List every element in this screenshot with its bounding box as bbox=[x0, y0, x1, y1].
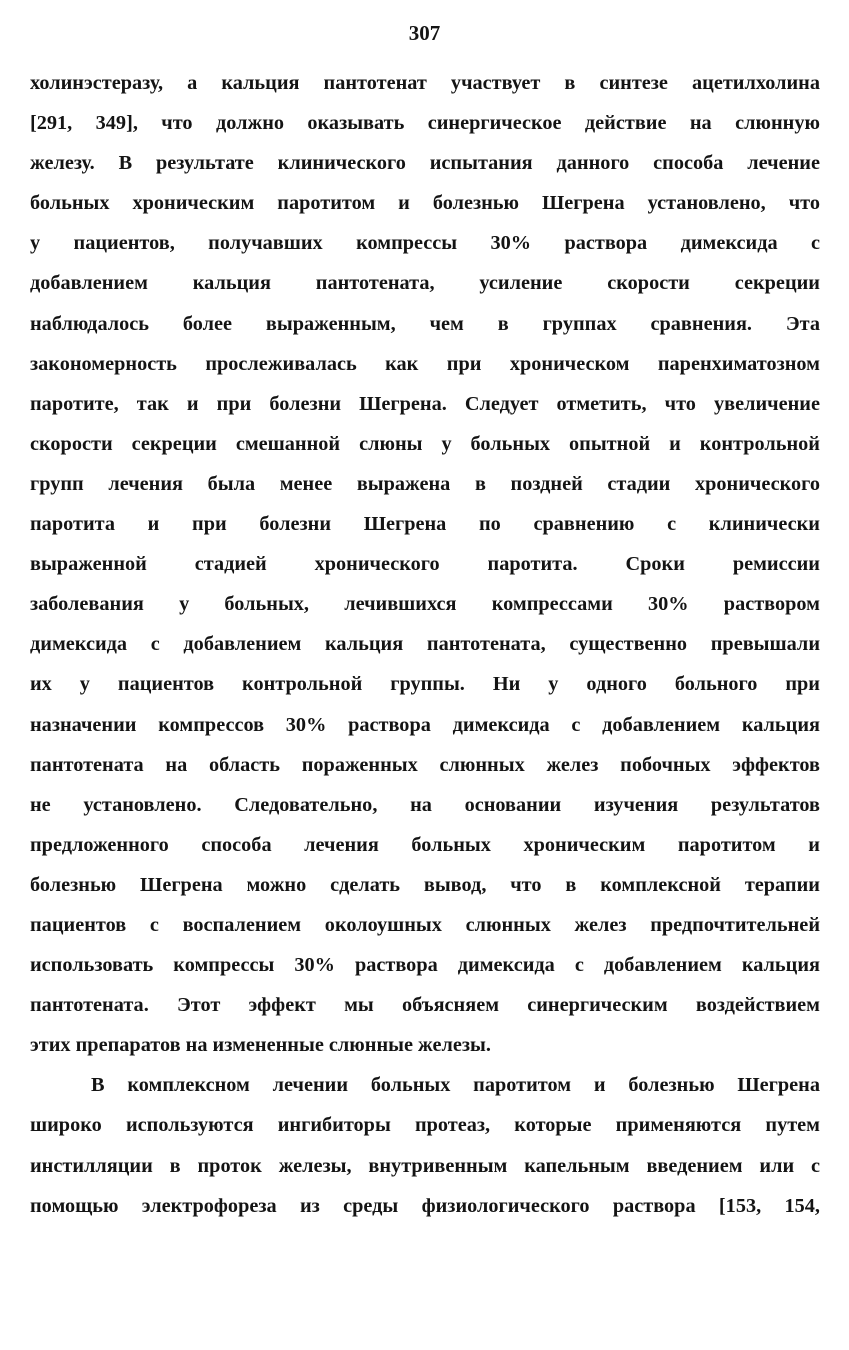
text-line: больных хроническим паротитом и болезнью Шегрена установлено, что bbox=[30, 192, 820, 215]
text-line: димексида с добавлением кальция пантотената, существенно превышали bbox=[30, 633, 820, 656]
text-line: пантотената. Этот эффект мы объясняем синергическим воздействием bbox=[30, 994, 820, 1017]
text-line: заболевания у больных, лечившихся компрессами 30% раствором bbox=[30, 593, 820, 616]
text-line: паротите, так и при болезни Шегрена. Следует отметить, что увеличение bbox=[30, 392, 820, 415]
text-line: использовать компрессы 30% раствора димексида с добавлением кальция bbox=[30, 954, 820, 977]
text-line: назначении компрессов 30% раствора димексида с добавлением кальция bbox=[30, 713, 820, 736]
text-line: В комплексном лечении больных паротитом и болезнью Шегрена bbox=[91, 1074, 820, 1097]
text-line: наблюдалось более выраженным, чем в группах сравнения. Эта bbox=[30, 312, 820, 335]
text-line: не установлено. Следовательно, на основании изучения результатов bbox=[30, 793, 820, 816]
text-line: железу. В результате клинического испытания данного способа лечение bbox=[30, 152, 820, 175]
paragraph bbox=[30, 63, 820, 1065]
text-line: их у пациентов контрольной группы. Ни у одного больного при bbox=[30, 673, 820, 696]
page-number: 307 bbox=[408, 21, 441, 45]
text-line: скорости секреции смешанной слюны у больных опытной и контрольной bbox=[30, 432, 820, 455]
text-line: инстилляции в проток железы, внутривенным капельным введением или с bbox=[30, 1154, 820, 1177]
text-line: болезнью Шегрена можно сделать вывод, что в комплексной терапии bbox=[30, 873, 820, 896]
text-line: закономерность прослеживалась как при хроническом паренхиматозном bbox=[30, 352, 820, 375]
text-line: у пациентов, получавших компрессы 30% раствора димексида с bbox=[30, 232, 820, 255]
text-line: широко используются ингибиторы протеаз, которые применяются путем bbox=[30, 1114, 820, 1137]
text-line: пациентов с воспалением околоушных слюнных желез предпочтительней bbox=[30, 913, 820, 936]
text-line: добавлением кальция пантотената, усиление скорости секреции bbox=[30, 272, 820, 295]
text-line: предложенного способа лечения больных хроническим паротитом и bbox=[30, 833, 820, 856]
text-line: пантотената на область пораженных слюнных желез побочных эффектов bbox=[30, 753, 820, 776]
text-line: выраженной стадией хронического паротита. Сроки ремиссии bbox=[30, 553, 820, 576]
text-line: [291, 349], что должно оказывать синергическое действие на слюнную bbox=[30, 112, 820, 135]
text-line: паротита и при болезни Шегрена по сравнению с клинически bbox=[30, 513, 820, 536]
text-line: помощью электрофореза из среды физиологического раствора [153, 154, bbox=[30, 1194, 820, 1217]
text-line: групп лечения была менее выражена в поздней стадии хронического bbox=[30, 472, 820, 495]
text-line: холинэстеразу, а кальция пантотенат участвует в синтезе ацетилхолина bbox=[30, 72, 820, 94]
paragraph bbox=[30, 1065, 820, 1225]
body-text bbox=[30, 63, 820, 1226]
text-line: этих препаратов на измененные слюнные железы. bbox=[30, 1034, 491, 1057]
